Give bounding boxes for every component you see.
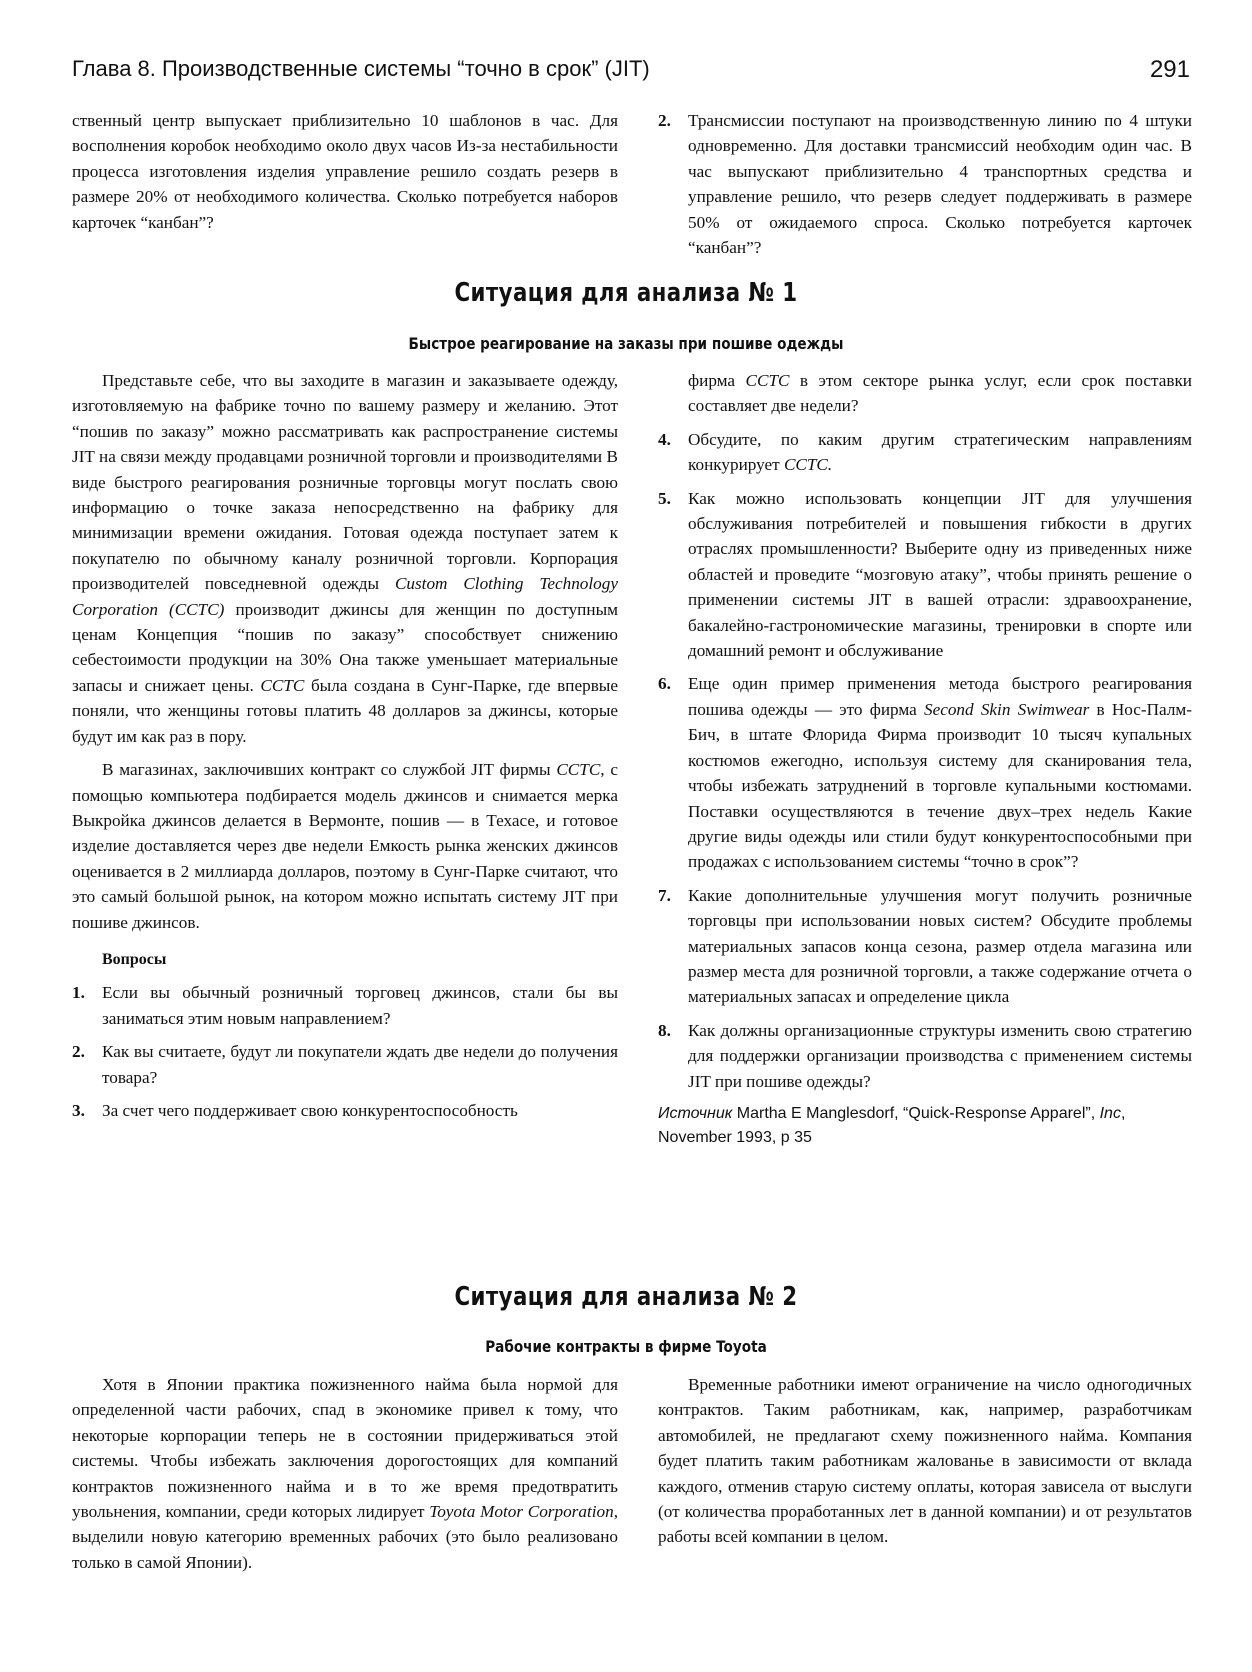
question-text: Как вы считаете, будут ли покупатели ждать две недели до получения товара? [102,1042,618,1087]
case1-paragraph-2 [72,757,618,935]
question-text: Какие дополнительные улучшения могут получить розничные торговцы при использовании новых систем? Обсудите проблемы материальных запасов конца сезона, размер отдела магазина или размер места для розничной торговли, а также содержание отчета о материальных запасах и определение цикла [688,885,1192,1007]
case1-title: Ситуация для анализа № 1 [454,278,798,308]
company-name: Second Skin Swimwear [923,699,1090,719]
question-text: За счет чего поддерживает свою конкурентоспособность [102,1100,518,1120]
questions-heading: Вопросы [102,950,167,968]
question-continuation [658,368,1192,419]
company-name: Custom Clothing Technology Corporation (CCTC) [72,574,618,619]
question-text: Если вы обычный розничный торговец джинсов, стали бы вы заниматься этим новым направлением? [102,983,618,1028]
case2-left-paragraph [72,1372,618,1575]
text-run: Представьте себе, что вы заходите в магазин и заказываете одежду, изготовляемую на фабрике точно по вашему размеру и желанию. Этот “пошив по заказу” можно рассматривать как распространение системы JIT на связи между продавцами розничной торговли и производителями В виде быстрого реагирования розничные торговцы могут послать свою информацию о точке заказа непосредственно на фабрику для минимизации времени ожидания. Готовая одежда поступает затем к покупателю по обычному каналу розничной торговли. Корпорация производителей повседневной одежды [72,371,618,594]
running-header [72,56,1190,92]
text-run: фирма [688,371,746,390]
text-run: Martha E Manglesdorf, “Quick-Response Apparel”, [732,1104,1100,1122]
question-number: 6. [658,674,671,694]
text-run: была создана в Сунг-Парке, где впервые поняли, что женщины готовы платить 48 долларов за джинсы, которые будут им как раз в пору. [72,675,618,746]
case1-left-column [72,368,618,1131]
company-abbr: CCTC [745,371,790,390]
question-item [72,1098,618,1123]
question-number: 3. [72,1100,85,1120]
case2-left-column [72,1372,618,1583]
questions-list-left [72,980,618,1123]
case2-right-column [658,1372,1192,1558]
question-number: 1. [72,983,85,1003]
text-run: В магазинах, заключивших контракт со службой JIT фирмы [102,760,557,780]
item-text: Трансмиссии поступают на производственную линию по 4 штуки одновременно. Для доставки трансмиссий необходим один час. В час выпускают приблизительно 4 транспортных средства и управление решило, что резерв следует поддерживать в размере 50% от ожидаемого спроса. Сколько потребуется карточек “канбан”? [688,111,1192,258]
case1-subtitle: Быстрое реагирование на заказы при пошиве одежды [408,334,844,353]
source-citation [658,1102,1192,1150]
company-abbr: CCTC [260,675,305,695]
chapter-title: Глава 8. Производственные системы “точно в срок” (JIT) [72,56,650,81]
question-text: Еще один пример применения метода быстрого реагирования пошива одежды — это фирма [688,674,1192,719]
question-item [658,486,1192,664]
journal-name: Inc [1099,1104,1121,1122]
text-run: , с помощью компьютера подбирается модель джинсов и снимается мерка Выкройка джинсов делается в Вермонте, пошив — в Техасе, и готовое изделие доставляется через две недели Емкость рынка женских джинсов оценивается в 2 миллиарда долларов, поэтому в Сунг-Парке считают, что это самый большой рынок, на котором можно испытать систему JIT при пошиве джинсов. [72,760,618,932]
question-number: 7. [658,885,671,905]
top-left-column [72,108,618,243]
case2-right-paragraph: Временные работники имеют ограничение на число одногодичных контрактов. Таким работникам, как, например, разработчикам автомобилей, не предлагают схему пожизненного найма. Компания будет платить таким работникам жалованье в зависимости от вклада каждого, отменив старую систему оплаты, которая зависела от выслуги (от количества проработанных лет в данной компании) и от результатов работы всей компании в целом. [658,1375,1192,1547]
question-text: Как можно использовать концепции JIT для улучшения обслуживания потребителей и повышения гибкости в других отраслях промышленности? Выберите одну из приведенных ниже областей и проведите “мозговую атаку”, чтобы принять решение о применении системы JIT в вашей отрасли: здравоохранение, бакалейно-гастрономические магазины, тренировки в спорте или домашний ремонт и обслуживание [688,488,1192,661]
case1-right-column [658,368,1192,1150]
questions-list-right [658,368,1192,1094]
question-number: 5. [658,488,671,508]
text-run: , November 1993, p 35 [658,1104,1126,1146]
top-right-column [658,108,1192,268]
question-text: Как должны организационные структуры изменить свою стратегию для поддержки организации производства с применением системы JIT при пошиве одежды? [688,1020,1192,1091]
exercise-list [658,108,1192,260]
question-text: Обсудите, по каким другим стратегическим направлениям конкурирует [688,429,1192,475]
company-abbr: CCTC. [783,455,833,475]
text-run: в Нос-Палм-Бич, в штате Флорида Фирма производит 10 тысяч купальных костюмов ежегодно, используя систему для сканирования тела, чтобы избежать затруднений в торговле купальными костюмами. Поставки осуществляются в течение двух–трех недель Какие другие виды одежды или стили будут конкурентоспособными при продажах с использованием системы “точно в срок”? [688,699,1192,872]
question-item [72,980,618,1031]
question-item [658,427,1192,478]
case2-title: Ситуация для анализа № 2 [454,1282,798,1312]
page-number: 291 [1149,56,1190,83]
company-name: Toyota Motor Corporation [429,1502,614,1522]
question-item [658,1018,1192,1094]
question-item [658,883,1192,1010]
case2-subtitle: Рабочие контракты в фирме Toyota [485,1337,767,1356]
text-run: , выделили новую категорию временных рабочих (это было реализовано только в самой Японии). [72,1502,618,1572]
carryover-paragraph: ственный центр выпускает приблизительно 10 шаблонов в час. Для восполнения коробок необходимо около двух часов Из-за нестабильности процесса изготовления изделия управление решило создать резерв в размере 20% от необходимого количества. Сколько потребуется наборов карточек “канбан”? [72,111,618,232]
text-run: производит джинсы для женщин по доступным ценам Концепция “пошив по заказу” способствует снижению себестоимости продукции на 30% Она также уменьшает материальные запасы и снижает цены. [72,599,618,695]
case1-paragraph-1 [72,368,618,749]
item-number: 2. [658,111,671,130]
question-number: 8. [658,1020,671,1040]
question-number: 2. [72,1042,85,1062]
source-label: Источник [658,1104,733,1122]
text-run: Хотя в Японии практика пожизненного найма была нормой для определенной части рабочих, спад в экономике привел к тому, что некоторые корпорации теперь не в состоянии придерживаться этой системы. Чтобы избежать заключения дорогостоящих для компаний контрактов пожизненного найма и в то же время предотвратить увольнения, компании, среди которых лидирует [72,1375,618,1522]
text-run: в этом секторе рынка услуг, если срок поставки составляет две недели? [688,371,1192,416]
question-item [72,1039,618,1090]
exercise-item [658,108,1192,260]
question-number: 4. [658,429,671,449]
company-abbr: CCTC [556,760,601,780]
question-item [658,671,1192,874]
